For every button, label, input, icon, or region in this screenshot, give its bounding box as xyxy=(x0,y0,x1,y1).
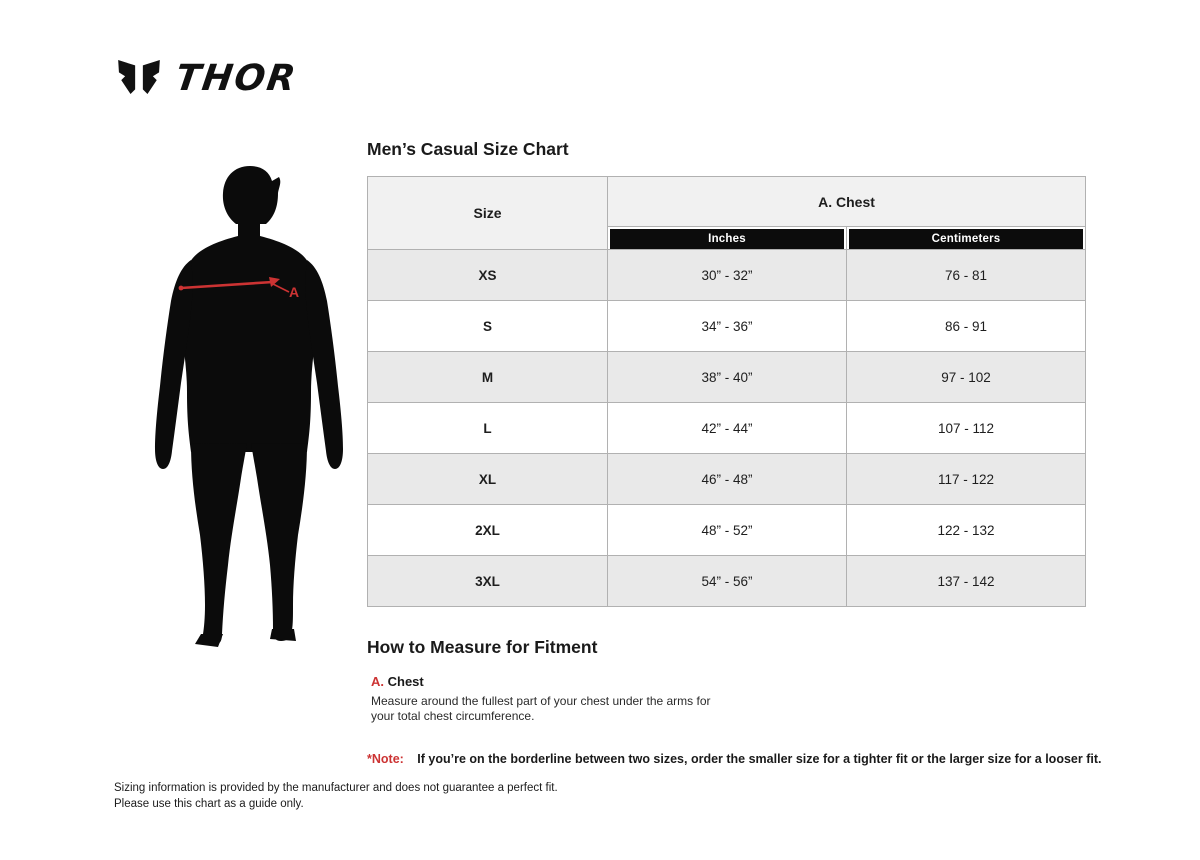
measurement-marker-label: A xyxy=(289,284,300,300)
inches-cell: 30” - 32” xyxy=(608,250,847,301)
size-cell: L xyxy=(368,403,608,454)
male-silhouette-figure xyxy=(145,160,355,648)
footer-line-2: Please use this chart as a guide only. xyxy=(114,797,304,810)
inches-cell: 34” - 36” xyxy=(608,301,847,352)
subheader-centimeters: Centimeters xyxy=(849,229,1083,249)
measure-item-letter: A. xyxy=(371,674,384,689)
sizing-note xyxy=(367,752,1101,766)
size-cell: 3XL xyxy=(368,556,608,607)
note-text: If you’re on the borderline between two sizes, order the smaller size for a tighter fit or the larger size for a looser fit. xyxy=(417,752,1102,766)
brand-logo-text: THOR xyxy=(172,58,300,99)
inches-cell: 54” - 56” xyxy=(608,556,847,607)
centimeters-cell: 117 - 122 xyxy=(847,454,1086,505)
inches-cell: 48” - 52” xyxy=(608,505,847,556)
table-row-l xyxy=(368,403,1086,454)
measure-item-name: Chest xyxy=(387,674,424,689)
centimeters-cell: 86 - 91 xyxy=(847,301,1086,352)
size-cell: S xyxy=(368,301,608,352)
centimeters-cell: 137 - 142 xyxy=(847,556,1086,607)
inches-cell: 38” - 40” xyxy=(608,352,847,403)
table-row-xl xyxy=(368,454,1086,505)
size-chart-title: Men’s Casual Size Chart xyxy=(367,139,569,159)
measure-item-heading xyxy=(371,674,731,689)
measure-item-description: Measure around the fullest part of your chest under the arms for your total chest circumference. xyxy=(371,694,711,723)
table-row-3xl xyxy=(368,556,1086,607)
table-row-s xyxy=(368,301,1086,352)
thor-horns-icon xyxy=(112,52,166,102)
size-cell: XL xyxy=(368,454,608,505)
male-silhouette-icon xyxy=(145,160,355,648)
size-cell: XS xyxy=(368,250,608,301)
note-label: *Note: xyxy=(367,752,404,766)
size-cell: M xyxy=(368,352,608,403)
how-to-measure-title: How to Measure for Fitment xyxy=(367,637,598,657)
table-row-xs xyxy=(368,250,1086,301)
size-table xyxy=(367,176,1085,607)
footer-line-1: Sizing information is provided by the manufacturer and does not guarantee a perfect fit. xyxy=(114,782,558,794)
table-row-2xl xyxy=(368,505,1086,556)
size-cell: 2XL xyxy=(368,505,608,556)
measure-item-chest xyxy=(371,674,731,724)
inches-cell: 42” - 44” xyxy=(608,403,847,454)
footer-disclaimer xyxy=(114,781,558,812)
subheader-centimeters-cell xyxy=(847,227,1086,250)
table-row-m xyxy=(368,352,1086,403)
subheader-inches: Inches xyxy=(610,229,844,249)
column-header-chest: A. Chest xyxy=(608,177,1086,227)
centimeters-cell: 97 - 102 xyxy=(847,352,1086,403)
brand-logo xyxy=(112,52,300,102)
column-header-size: Size xyxy=(368,177,608,250)
inches-cell: 46” - 48” xyxy=(608,454,847,505)
centimeters-cell: 76 - 81 xyxy=(847,250,1086,301)
centimeters-cell: 122 - 132 xyxy=(847,505,1086,556)
centimeters-cell: 107 - 112 xyxy=(847,403,1086,454)
subheader-inches-cell xyxy=(608,227,847,250)
